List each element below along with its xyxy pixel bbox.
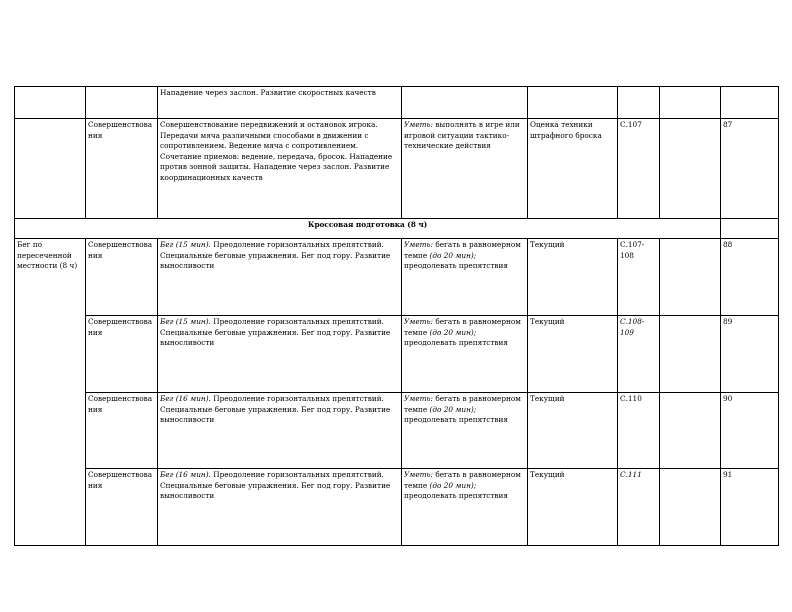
table-row [15, 87, 779, 119]
lesson-type-cell: Совершенствования [86, 239, 158, 316]
skills-duration: (до 20 мин); [429, 404, 477, 414]
skills-text-2: преодолевать препятствия [404, 261, 508, 271]
content-text: Преодоление горизонтальных препятствий. Специальные беговые упражнения. Бег под гору. Развитие выносливости [160, 394, 391, 425]
table-row [15, 393, 779, 469]
content-text: Преодоление горизонтальных препятствий. Специальные беговые упражнения. Бег под гору. Развитие выносливости [160, 240, 391, 271]
page-cell [618, 87, 660, 119]
content-cell [158, 469, 402, 546]
content-cell [158, 316, 402, 393]
page-cell: С.107-108 [618, 239, 660, 316]
control-cell: Текущий [528, 393, 618, 469]
run-duration: Бег (16 мин). [160, 470, 211, 479]
skills-text: бегать в равномерном темпе [404, 317, 521, 337]
skills-cell [402, 239, 528, 316]
section-empty-cell [721, 219, 779, 239]
block-cell [15, 119, 86, 219]
run-duration: Бег (15 мин). [160, 317, 211, 326]
skills-cell [402, 119, 528, 219]
control-cell: Оценка техники штрафного броска [528, 119, 618, 219]
content-cell: Совершенствование передвижений и остановок игрока. Передачи мяча различными способами в движении с сопротивлением. Ведение мяча с сопротивлением. Сочетание приемов: ведение, передача, бросок. Нападение против зонной защиты. Нападение через заслон. Развитие координационных качеств [158, 119, 402, 219]
skills-label: Уметь: [404, 120, 433, 129]
content-text: Преодоление горизонтальных препятствий. Специальные беговые упражнения. Бег под гору. Развитие выносливости [160, 317, 391, 348]
block-label: Бег по пересеченной местности (8 ч) [15, 239, 86, 546]
control-cell: Текущий [528, 316, 618, 393]
lesson-number-cell: 89 [721, 316, 779, 393]
table-row [15, 316, 779, 393]
skills-text: бегать в равномерном темпе [404, 470, 521, 490]
skills-cell [402, 316, 528, 393]
lesson-type-cell: Совершенствования [86, 119, 158, 219]
lesson-number-cell [721, 87, 779, 119]
run-duration: Бег (16 мин). [160, 394, 211, 403]
page-cell: С.107 [618, 119, 660, 219]
section-row [15, 219, 779, 239]
lesson-number-cell: 90 [721, 393, 779, 469]
table-row [15, 239, 779, 316]
skills-text: бегать в равномерном темпе [404, 240, 521, 260]
date-cell [660, 119, 721, 219]
lesson-type-cell: Совершенствования [86, 469, 158, 546]
control-cell: Текущий [528, 469, 618, 546]
section-title: Кроссовая подготовка (8 ч) [15, 219, 721, 239]
skills-duration: (до 20 мин); [429, 327, 477, 337]
date-cell [660, 393, 721, 469]
skills-label: Уметь: [404, 317, 433, 326]
skills-text-2: преодолевать препятствия [404, 338, 508, 348]
skills-text: бегать в равномерном темпе [404, 394, 521, 414]
table-row [15, 469, 779, 546]
skills-duration: (до 20 мин); [429, 480, 477, 490]
control-cell: Текущий [528, 239, 618, 316]
skills-label: Уметь: [404, 240, 433, 249]
skills-text-2: преодолевать препятствия [404, 491, 508, 501]
skills-cell [402, 469, 528, 546]
lesson-number-cell: 91 [721, 469, 779, 546]
control-cell [528, 87, 618, 119]
block-cell [15, 87, 86, 119]
content-cell: Нападение через заслон. Развитие скоростных качеств [158, 87, 402, 119]
skills-cell [402, 393, 528, 469]
skills-text: выполнять в игре или игровой ситуации тактико-технические действия [404, 120, 520, 151]
content-cell [158, 393, 402, 469]
date-cell [660, 469, 721, 546]
lesson-number-cell: 88 [721, 239, 779, 316]
skills-label: Уметь: [404, 394, 433, 403]
content-cell [158, 239, 402, 316]
lesson-type-cell: Совершенствования [86, 316, 158, 393]
page-cell: С.108-109 [618, 316, 660, 393]
lesson-plan-table [14, 86, 779, 546]
date-cell [660, 239, 721, 316]
table-row [15, 119, 779, 219]
skills-cell [402, 87, 528, 119]
skills-duration: (до 20 мин); [429, 250, 477, 260]
date-cell [660, 316, 721, 393]
skills-text-2: преодолевать препятствия [404, 415, 508, 425]
date-cell [660, 87, 721, 119]
content-text: Преодоление горизонтальных препятствий. Специальные беговые упражнения. Бег под гору. Развитие выносливости [160, 470, 391, 501]
lesson-type-cell: Совершенствования [86, 393, 158, 469]
skills-label: Уметь: [404, 470, 433, 479]
page-cell: С.110 [618, 393, 660, 469]
lesson-type-cell [86, 87, 158, 119]
lesson-number-cell: 87 [721, 119, 779, 219]
page-cell: С.111 [618, 469, 660, 546]
run-duration: Бег (15 мин). [160, 240, 211, 249]
